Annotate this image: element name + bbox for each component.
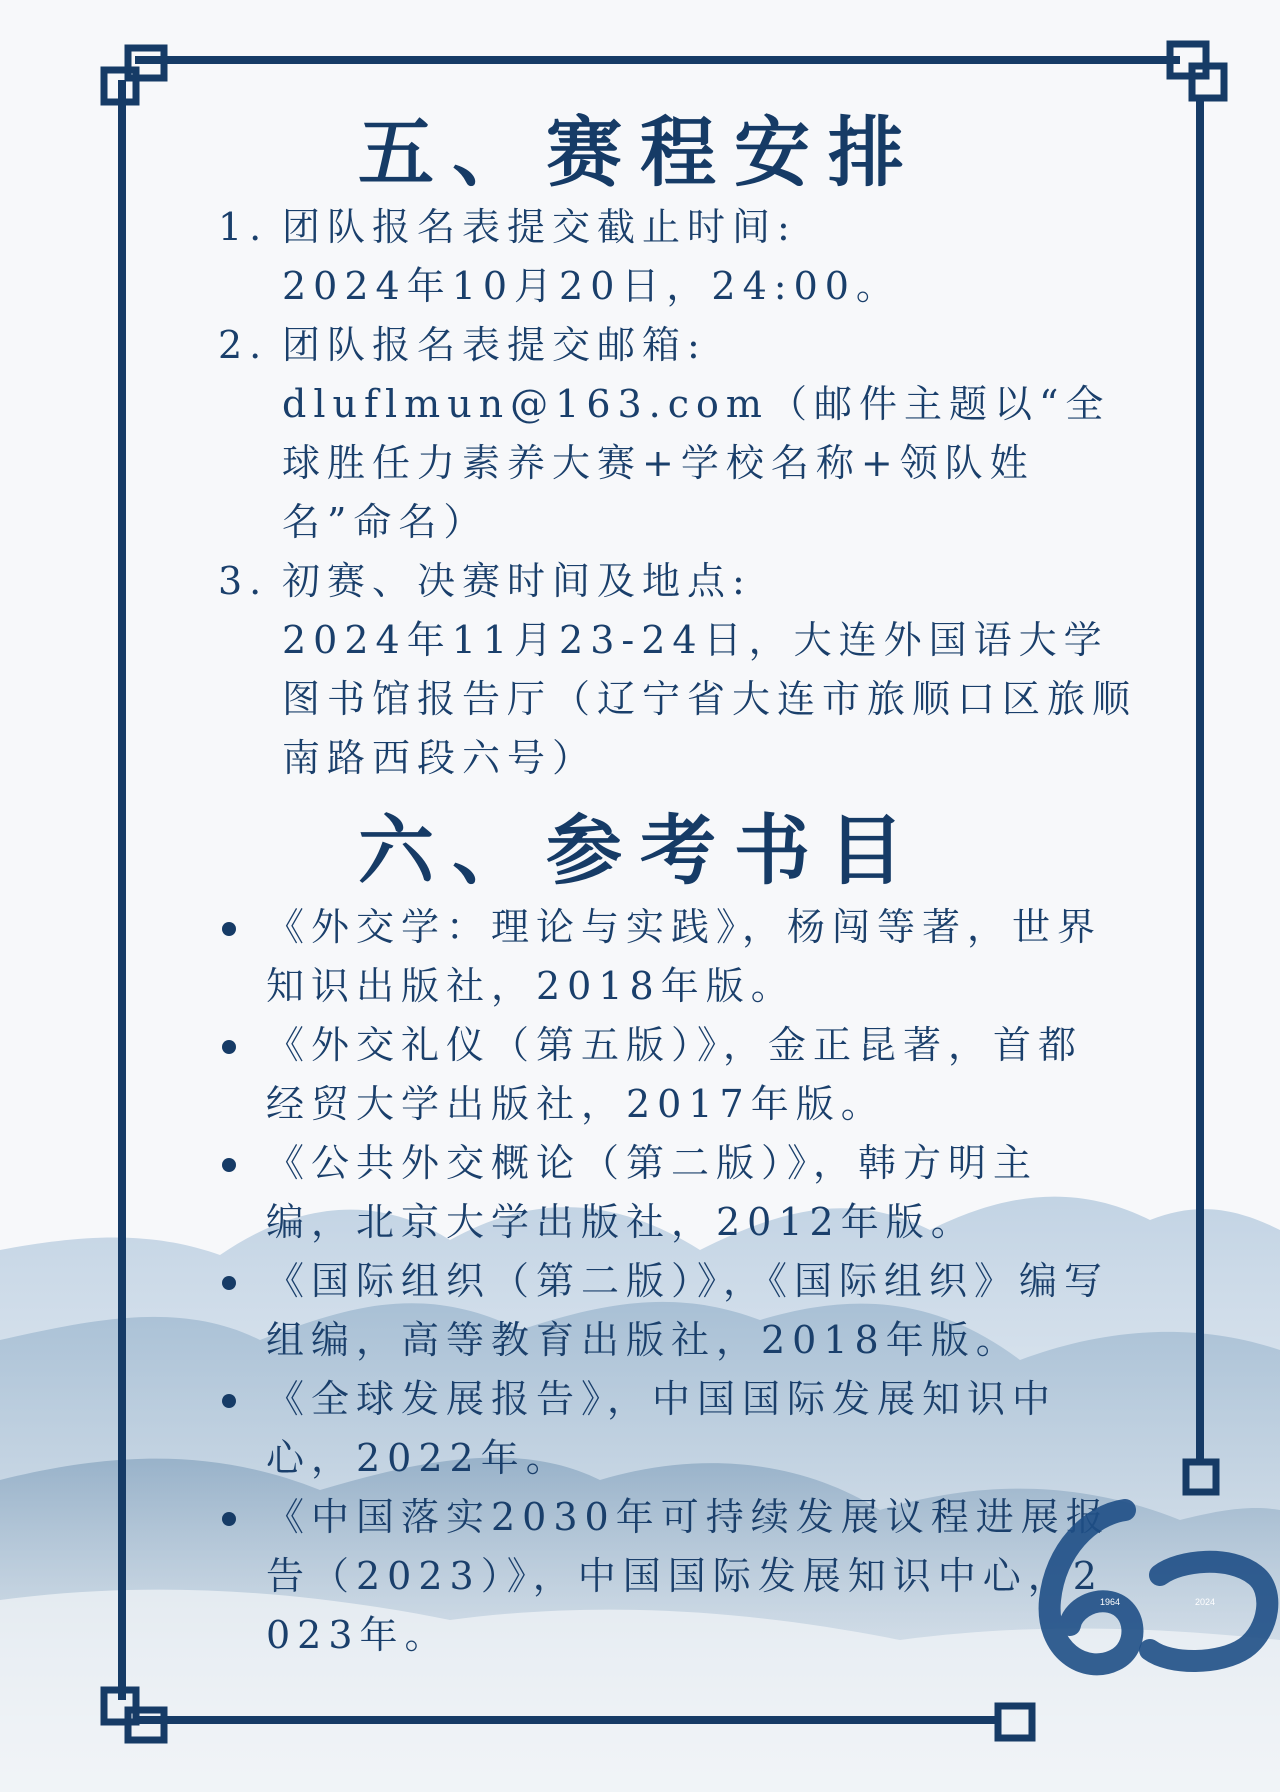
book-item — [218, 1134, 1118, 1252]
bullet-icon — [222, 1512, 236, 1526]
schedule-item-detail: 2024年11月23-24日，大连外国语大学图书馆报告厅（辽宁省大连市旅顺口区旅顺南路西段六号） — [282, 618, 1138, 780]
schedule-item-heading: 初赛、决赛时间及地点: — [282, 559, 752, 603]
bullet-icon — [222, 1394, 236, 1408]
book-item — [218, 898, 1118, 1016]
book-item-text: 《中国落实2030年可持续发展议程进展报告（2023）》，中国国际发展知识中心，2023年。 — [266, 1495, 1111, 1657]
schedule-item-detail: 2024年10月20日，24:00。 — [282, 264, 901, 308]
schedule-item-number: 3. — [218, 559, 269, 603]
schedule-item-heading: 团队报名表提交截止时间: — [282, 205, 797, 249]
schedule-item-detail: dluflmun@163.com（邮件主题以“全球胜任力素养大赛+学校名称+领队姓名”命名） — [282, 382, 1111, 544]
bullet-icon — [222, 1040, 236, 1054]
schedule-list — [218, 198, 1148, 788]
book-item-text: 《国际组织（第二版）》，《国际组织》编写组编，高等教育出版社，2018年版。 — [266, 1259, 1110, 1362]
book-item — [218, 1252, 1118, 1370]
schedule-item-number: 1. — [218, 205, 269, 249]
bullet-icon — [222, 1276, 236, 1290]
book-item-text: 《外交学：理论与实践》，杨闯等著，世界知识出版社，2018年版。 — [266, 905, 1103, 1008]
book-item-text: 《外交礼仪（第五版）》，金正昆著，首都经贸大学出版社，2017年版。 — [266, 1023, 1084, 1126]
bullet-icon — [222, 1158, 236, 1172]
logo-year-start: 1964 — [1100, 1597, 1121, 1607]
anniversary-logo — [1030, 1490, 1280, 1690]
book-item-text: 《公共外交概论（第二版）》，韩方明主编，北京大学出版社，2012年版。 — [266, 1141, 1039, 1244]
section-title-books: 六、参考书目 — [358, 806, 922, 895]
book-item — [218, 1016, 1118, 1134]
schedule-item-heading: 团队报名表提交邮箱: — [282, 323, 707, 367]
book-item — [218, 1370, 1118, 1488]
logo-year-end: 2024 — [1195, 1597, 1216, 1607]
book-list — [218, 898, 1121, 1665]
section-title-schedule: 五、赛程安排 — [358, 108, 922, 197]
book-item — [218, 1488, 1121, 1665]
schedule-item — [218, 552, 1148, 788]
schedule-item-number: 2. — [218, 323, 269, 367]
bullet-icon — [222, 922, 236, 936]
schedule-item — [218, 316, 1148, 552]
book-item-text: 《全球发展报告》，中国国际发展知识中心，2022年。 — [266, 1377, 1058, 1480]
schedule-item — [218, 198, 1148, 316]
